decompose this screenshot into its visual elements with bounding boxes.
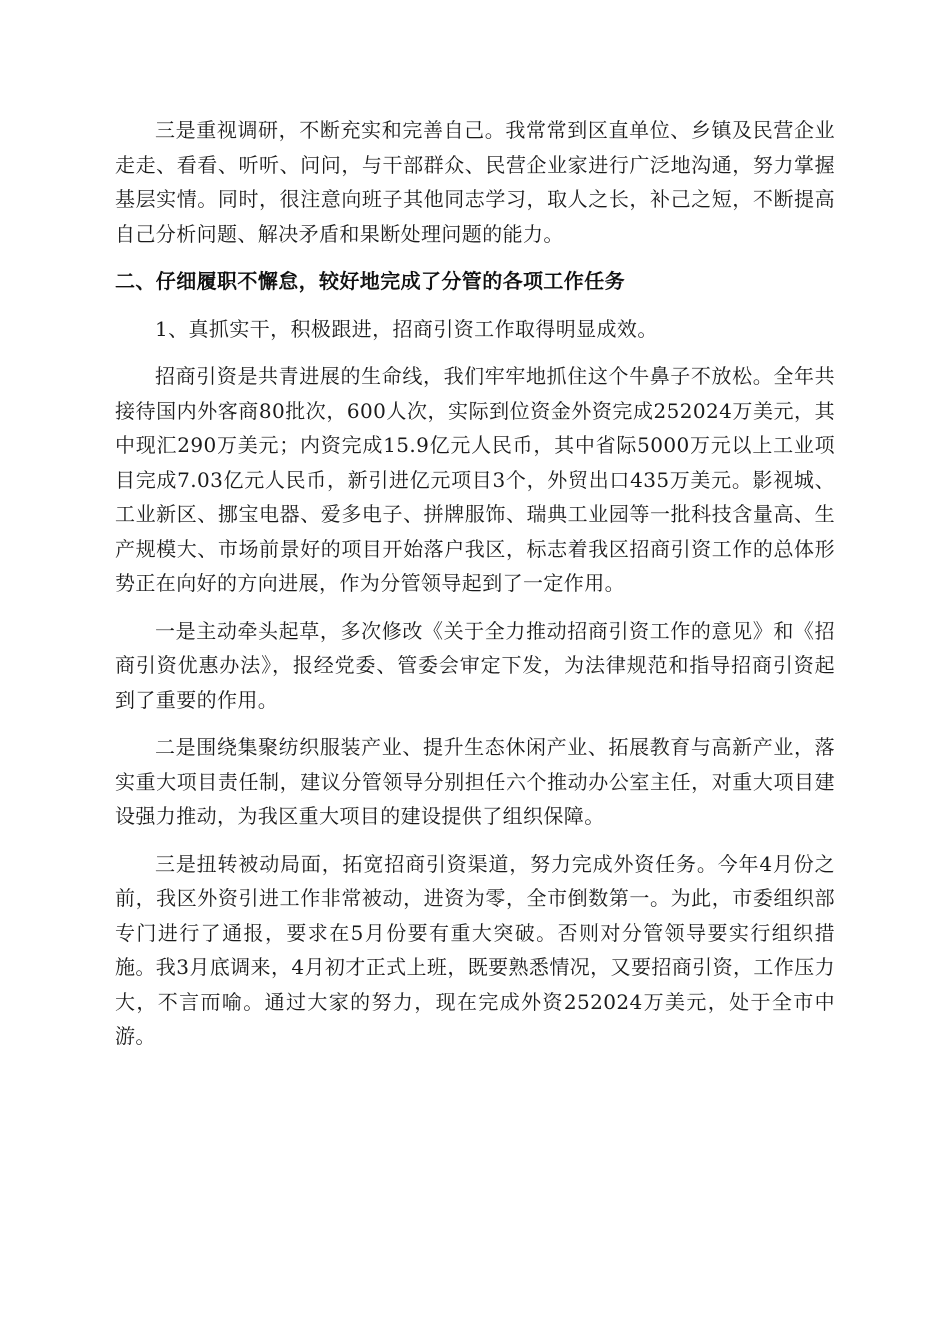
paragraph-investment-summary: 1、真抓实干，积极跟进，招商引资工作取得明显成效。	[155, 316, 658, 341]
paragraph-foreign-investment: 三是扭转被动局面，拓宽招商引资渠道，努力完成外资任务。今年4月份之前，我区外资引进工作非常被动，进资为零，全市倒数第一。为此，市委组织部专门进行了通报，要求在5月份要有重大突破。否则对分管领导要实行组织措施。我3月底调来，4月初才正式上班，既要熟悉情况，又要招商引资，工作压力大，不言而喻。通过大家的努力，现在完成外资252024万美元，处于全市中游。	[115, 851, 835, 1048]
paragraph-investment-results: 招商引资是共青进展的生命线，我们牢牢地抓住这个牛鼻子不放松。全年共接待国内外客商80批次，600人次，实际到位资金外资完成252024万美元，其中现汇290万美元；内资完成15.9亿元人民币，其中省际5000万元以上工业项目完成7.03亿元人民币，新引进亿元项目3个，外贸出口435万美元。影视城、工业新区、挪宝电器、爱多电子、拼牌服饰、瑞典工业园等一批科技含量高、生产规模大、市场前景好的项目开始落户我区，标志着我区招商引资工作的总体形势正在向好的方向进展，作为分管领导起到了一定作用。	[115, 364, 835, 595]
section-heading-duties: 二、仔细履职不懈怠，较好地完成了分管的各项工作任务	[115, 269, 625, 293]
paragraph-key-projects: 二是围绕集聚纺织服装产业、提升生态休闲产业、拓展教育与高新产业，落实重大项目责任制，建议分管领导分别担任六个推动办公室主任，对重大项目建设强力推动，为我区重大项目的建设提供了组织保障。	[115, 735, 835, 828]
paragraph-research: 三是重视调研，不断充实和完善自己。我常常到区直单位、乡镇及民营企业走走、看看、听听、问问，与干部群众、民营企业家进行广泛地沟通，努力掌握基层实情。同时，很注意向班子其他同志学习，取人之长，补己之短，不断提高自己分析问题、解决矛盾和果断处理问题的能力。	[115, 118, 835, 246]
paragraph-drafting: 一是主动牵头起草，多次修改《关于全力推动招商引资工作的意见》和《招商引资优惠办法》，报经党委、管委会审定下发，为法律规范和指导招商引资起到了重要的作用。	[115, 618, 835, 712]
document-body	[115, 113, 835, 1054]
